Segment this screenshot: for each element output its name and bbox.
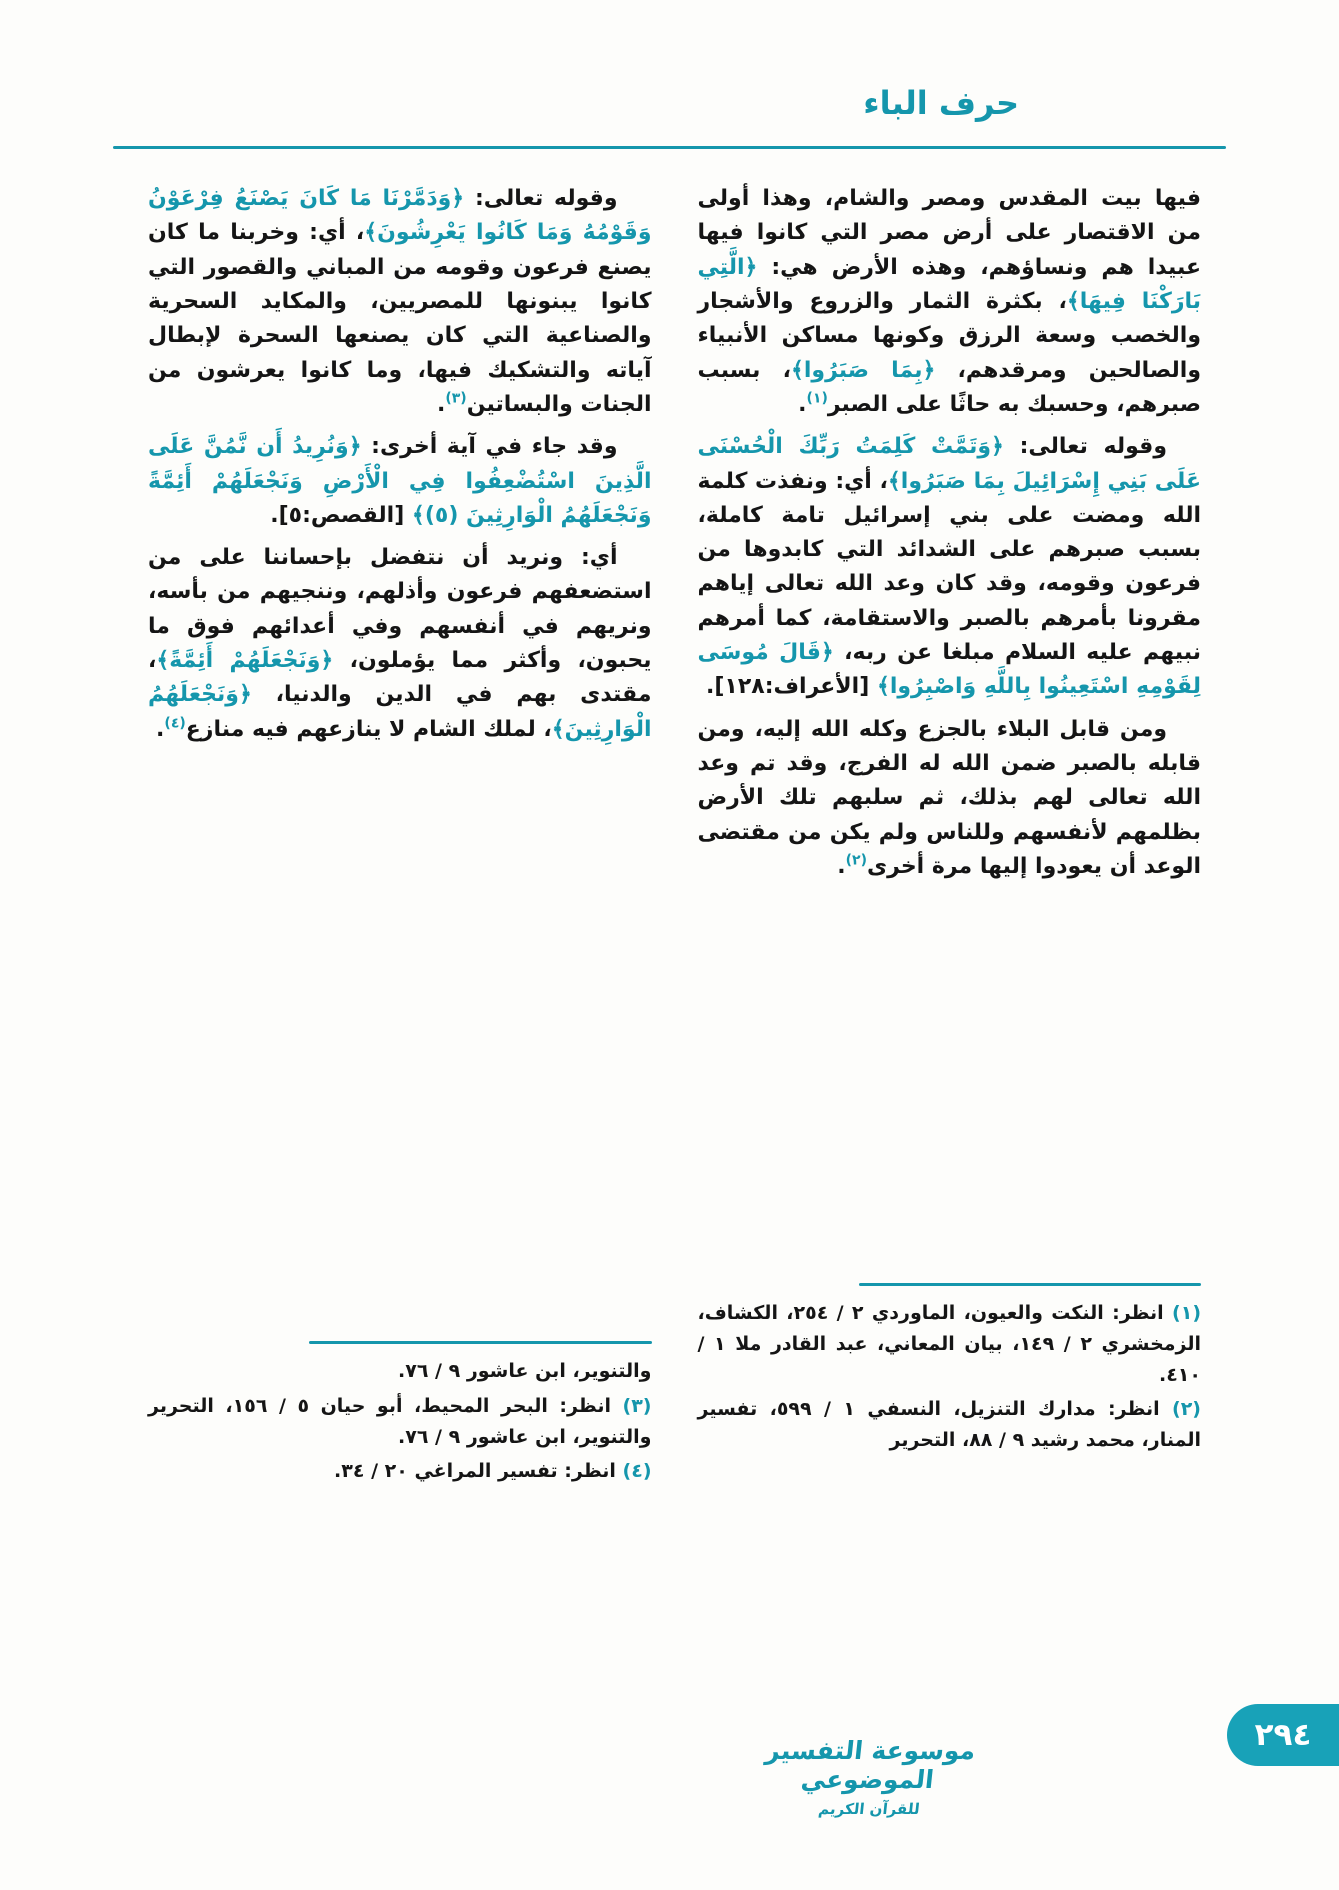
quran-verse: ﴿وَدَمَّرْنَا مَا كَانَ يَصْنَعُ فِرْعَوْنُ وَقَوْمُهُ وَمَا كَانُوا يَعْرِشُونَ﴾ xyxy=(148,186,652,246)
footnote-number: (٢) xyxy=(1159,1398,1201,1421)
footnote-text: انظر: تفسير المراغي ٢٠ / ٣٤. xyxy=(334,1460,616,1483)
paragraph xyxy=(148,182,652,422)
footnote-number: (٤) xyxy=(615,1460,652,1483)
footnote xyxy=(698,1298,1202,1390)
footnote-number: (١) xyxy=(1163,1302,1201,1324)
body-text-run: وقوله تعالى: xyxy=(464,186,618,211)
footnote xyxy=(148,1391,652,1453)
header-divider xyxy=(113,146,1226,149)
footnote-number: (٣) xyxy=(610,1394,652,1417)
footnote-reference: (٢) xyxy=(845,852,867,869)
text-column-left xyxy=(148,182,652,755)
paragraph xyxy=(698,430,1202,705)
logo-title: موسوعة التفسير الموضوعي xyxy=(764,1736,977,1794)
body-text-run: أي: ونريد أن نتفضل بإحساننا على من استضعفهم فرعون وأذلهم، وننجيهم من بأسه، ونريهم في أنفسهم وفي أعدائهم فوق ما يحبون، وأكثر مما يؤملون، xyxy=(148,545,652,674)
footnotes-column-left xyxy=(148,1341,652,1491)
body-text-run: . xyxy=(837,853,846,879)
footnote-text: انظر: مدارك التنزيل، النسفي ١ / ٥٩٩، تفسير المنار، محمد رشيد ٩ / ٨٨، التحرير xyxy=(697,1398,1201,1452)
body-text-run: . xyxy=(436,391,446,417)
body-text-run: ومن قابل البلاء بالجزع وكله الله إليه، ومن قابله بالصبر ضمن الله له الفرج، وقد تم وعد الله تعالى لهم بذلك، ثم سلبهم تلك الأرض بظلمهم لأنفسهم وللناس ولم يكن من مقتضى الوعد أن يعودوا إليها مرة أخرى xyxy=(697,716,1201,879)
body-text-run: ، أي: وخربنا ما كان يصنع فرعون وقومه من المباني والقصور التي كانوا يبنونها للمصريين، والمكايد السحرية والصناعية التي كان يصنعها السحرة لإبطال آياته والتشكيك فيها، وما كانوا يعرشون من الجنات والبساتين xyxy=(148,220,652,417)
main-text xyxy=(148,182,1201,892)
verse-citation: [الأعراف:١٢٨]. xyxy=(705,674,877,700)
quran-verse: ﴿وَنَجْعَلَهُمْ أَئِمَّةً﴾ xyxy=(156,648,334,674)
footnote-divider xyxy=(309,1341,651,1344)
footnote xyxy=(148,1456,652,1487)
footnote-reference: (٤) xyxy=(164,715,186,732)
footnote-text: انظر: البحر المحيط، أبو حيان ٥ / ١٥٦، التحرير والتنوير، ابن عاشور ٩ / ٧٦. xyxy=(148,1394,652,1448)
paragraph xyxy=(698,182,1202,422)
quran-verse: ﴿الَّتِي بَارَكْنَا فِيهَا﴾ xyxy=(697,254,1202,314)
quran-verse: ﴿وَنُرِيدُ أَن نَّمُنَّ عَلَى الَّذِينَ اسْتُضْعِفُوا فِي الْأَرْضِ وَنَجْعَلَهُمْ أَئِمَّةً وَنَجْعَلَهُمُ الْوَارِثِينَ (٥)﴾ xyxy=(148,434,652,528)
body-text-run: ، أي: ونفذت كلمة الله ومضت على بني إسرائيل تامة كاملة، بسبب صبرهم على الشدائد التي كابدوها من فرعون وقومه، وقد كان وعد الله تعالى إياهم مقرونا بأمرهم بالصبر والاستقامة، كما أمرهم نبيهم عليه السلام مبلغا عن ربه، xyxy=(697,468,1201,666)
logo-subtitle: للقرآن الكريم xyxy=(817,1800,921,1818)
footnotes-section xyxy=(148,1283,1201,1491)
body-text-run: فيها بيت المقدس ومصر والشام، وهذا أولى من الاقتصار على أرض مصر التي كانوا فيها عبيدا هم ونساؤهم، وهذه الأرض هي: xyxy=(697,186,1201,280)
body-text-run: وقوله تعالى: xyxy=(1003,434,1167,460)
footnote xyxy=(698,1394,1202,1456)
body-text-run: ، بسبب صبرهم، وحسبك به حاثًا على الصبر xyxy=(697,357,1201,417)
body-text-run: ، بكثرة الثمار والزروع والأشجار والخصب وسعة الرزق وكونها مساكن الأنبياء والصالحين ومرقدهم، xyxy=(697,288,1201,383)
paragraph xyxy=(148,541,652,747)
page-number-badge xyxy=(1227,1704,1339,1766)
quran-verse: ﴿وَتَمَّتْ كَلِمَتُ رَبِّكَ الْحُسْنَى عَلَى بَنِي إِسْرَائِيلَ بِمَا صَبَرُوا﴾ xyxy=(697,434,1201,494)
page-number: ٢٩٤ xyxy=(1254,1717,1312,1753)
quran-verse: ﴿قَالَ مُوسَى لِقَوْمِهِ اسْتَعِينُوا بِاللَّهِ وَاصْبِرُوا﴾ xyxy=(697,640,1201,700)
footnote-divider xyxy=(859,1283,1201,1286)
footnote-reference: (٣) xyxy=(445,390,467,407)
publisher-logo xyxy=(751,1736,987,1818)
body-text-run: . xyxy=(156,716,165,742)
verse-citation: [القصص:٥]. xyxy=(270,502,412,528)
body-text-run: . xyxy=(798,391,807,417)
footnote-text: انظر: النكت والعيون، الماوردي ٢ / ٢٥٤، الكشاف، الزمخشري ٢ / ١٤٩، بيان المعاني، عبد القادر ملا ١ / ٤١٠. xyxy=(697,1302,1202,1386)
paragraph xyxy=(698,713,1202,885)
chapter-title: حرف الباء xyxy=(863,84,1019,122)
paragraph xyxy=(148,430,652,533)
footnote-reference: (١) xyxy=(806,390,828,407)
footnotes-column-right xyxy=(698,1283,1202,1460)
body-text-run: ، لملك الشام لا ينازعهم فيه منازع xyxy=(185,716,552,742)
body-text-run: ، مقتدى بهم في الدين والدنيا، xyxy=(148,648,652,708)
text-column-right xyxy=(698,182,1202,892)
quran-verse: ﴿وَنَجْعَلَهُمُ الْوَارِثِينَ﴾ xyxy=(148,682,652,742)
quran-verse: ﴿بِمَا صَبَرُوا﴾ xyxy=(790,357,936,383)
body-text-run: وقد جاء في آية أخرى: xyxy=(361,434,618,460)
footnote-text: والتنوير، ابن عاشور ٩ / ٧٦. xyxy=(398,1360,652,1382)
footnote xyxy=(148,1356,652,1387)
